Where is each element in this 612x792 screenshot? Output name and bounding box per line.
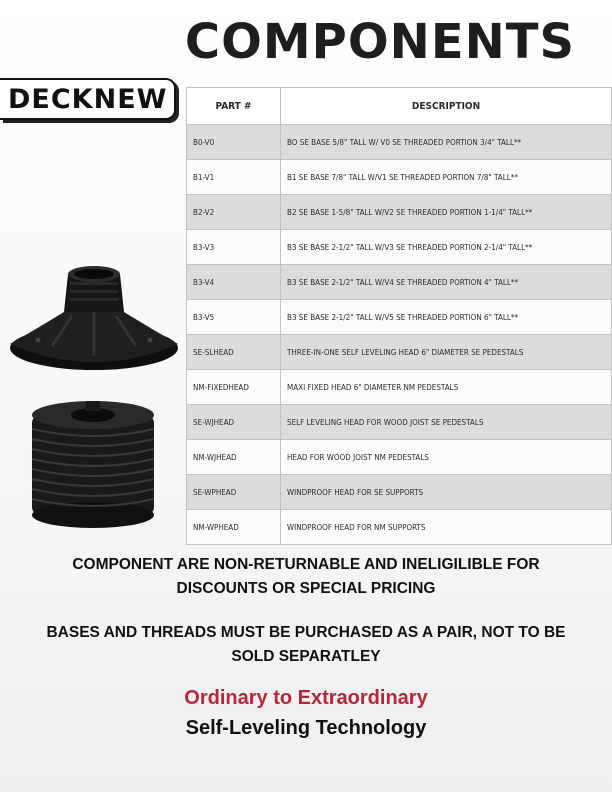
table-row [187, 230, 612, 265]
components-table [186, 87, 612, 545]
part-number: B0-V0 [187, 125, 281, 160]
part-description: WINDPROOF HEAD FOR SE SUPPORTS [281, 475, 612, 510]
table-header-row [187, 88, 612, 125]
pedestal-base-icon [8, 260, 180, 375]
part-description: SELF LEVELING HEAD FOR WOOD JOIST SE PEDESTALS [281, 405, 612, 440]
part-description: MAXI FIXED HEAD 6" DIAMETER NM PEDESTALS [281, 370, 612, 405]
returns-notice-line-1: COMPONENT ARE NON-RETURNABLE AND INELIGILIBLE FOR [72, 556, 540, 573]
part-description: B3 SE BASE 2-1/2" TALL W/V5 SE THREADED PORTION 6" TALL** [281, 300, 612, 335]
part-description: B2 SE BASE 1-5/8" TALL W/V2 SE THREADED PORTION 1-1/4" TALL** [281, 195, 612, 230]
table-row [187, 265, 612, 300]
part-number: B2-V2 [187, 195, 281, 230]
part-description: THREE-IN-ONE SELF LEVELING HEAD 6" DIAMETER SE PEDESTALS [281, 335, 612, 370]
tagline-secondary: Self-Leveling Technology [185, 717, 427, 739]
part-number: B3-V5 [187, 300, 281, 335]
part-number: B1-V1 [187, 160, 281, 195]
brand-logo: DECKNEW [0, 78, 176, 120]
part-description: HEAD FOR WOOD JOIST NM PEDESTALS [281, 440, 612, 475]
table-row [187, 335, 612, 370]
returns-notice [0, 553, 612, 601]
part-number: SE-WJHEAD [187, 405, 281, 440]
table-row [187, 475, 612, 510]
part-description: WINDPROOF HEAD FOR NM SUPPORTS [281, 510, 612, 545]
column-header-part: PART # [187, 88, 281, 125]
column-header-description: DESCRIPTION [281, 88, 612, 125]
part-number: NM-WPHEAD [187, 510, 281, 545]
returns-notice-line-2: DISCOUNTS OR SPECIAL PRICING [176, 580, 436, 597]
part-number: B3-V4 [187, 265, 281, 300]
tagline-primary: Ordinary to Extraordinary [184, 687, 428, 709]
table-row [187, 510, 612, 545]
page-title: COMPONENTS [184, 14, 576, 70]
pairing-notice-line-2: SOLD SEPARATLEY [231, 648, 381, 665]
part-number: NM-FIXEDHEAD [187, 370, 281, 405]
part-number: SE-SLHEAD [187, 335, 281, 370]
part-description: BO SE BASE 5/8" TALL W/ V0 SE THREADED PORTION 3/4" TALL** [281, 125, 612, 160]
threaded-cylinder-icon [28, 395, 158, 530]
part-number: B3-V3 [187, 230, 281, 265]
table-row [187, 160, 612, 195]
part-description: B3 SE BASE 2-1/2" TALL W/V3 SE THREADED PORTION 2-1/4" TALL** [281, 230, 612, 265]
table-row [187, 440, 612, 475]
table-row [187, 405, 612, 440]
part-description: B1 SE BASE 7/8" TALL W/V1 SE THREADED PORTION 7/8" TALL** [281, 160, 612, 195]
table-row [187, 300, 612, 335]
part-number: SE-WPHEAD [187, 475, 281, 510]
table-row [187, 125, 612, 160]
part-number: NM-WJHEAD [187, 440, 281, 475]
part-description: B3 SE BASE 2-1/2" TALL W/V4 SE THREADED PORTION 4" TALL** [281, 265, 612, 300]
pairing-notice [0, 621, 612, 669]
table-row [187, 195, 612, 230]
table-row [187, 370, 612, 405]
pairing-notice-line-1: BASES AND THREADS MUST BE PURCHASED AS A PAIR, NOT TO BE [46, 624, 566, 641]
